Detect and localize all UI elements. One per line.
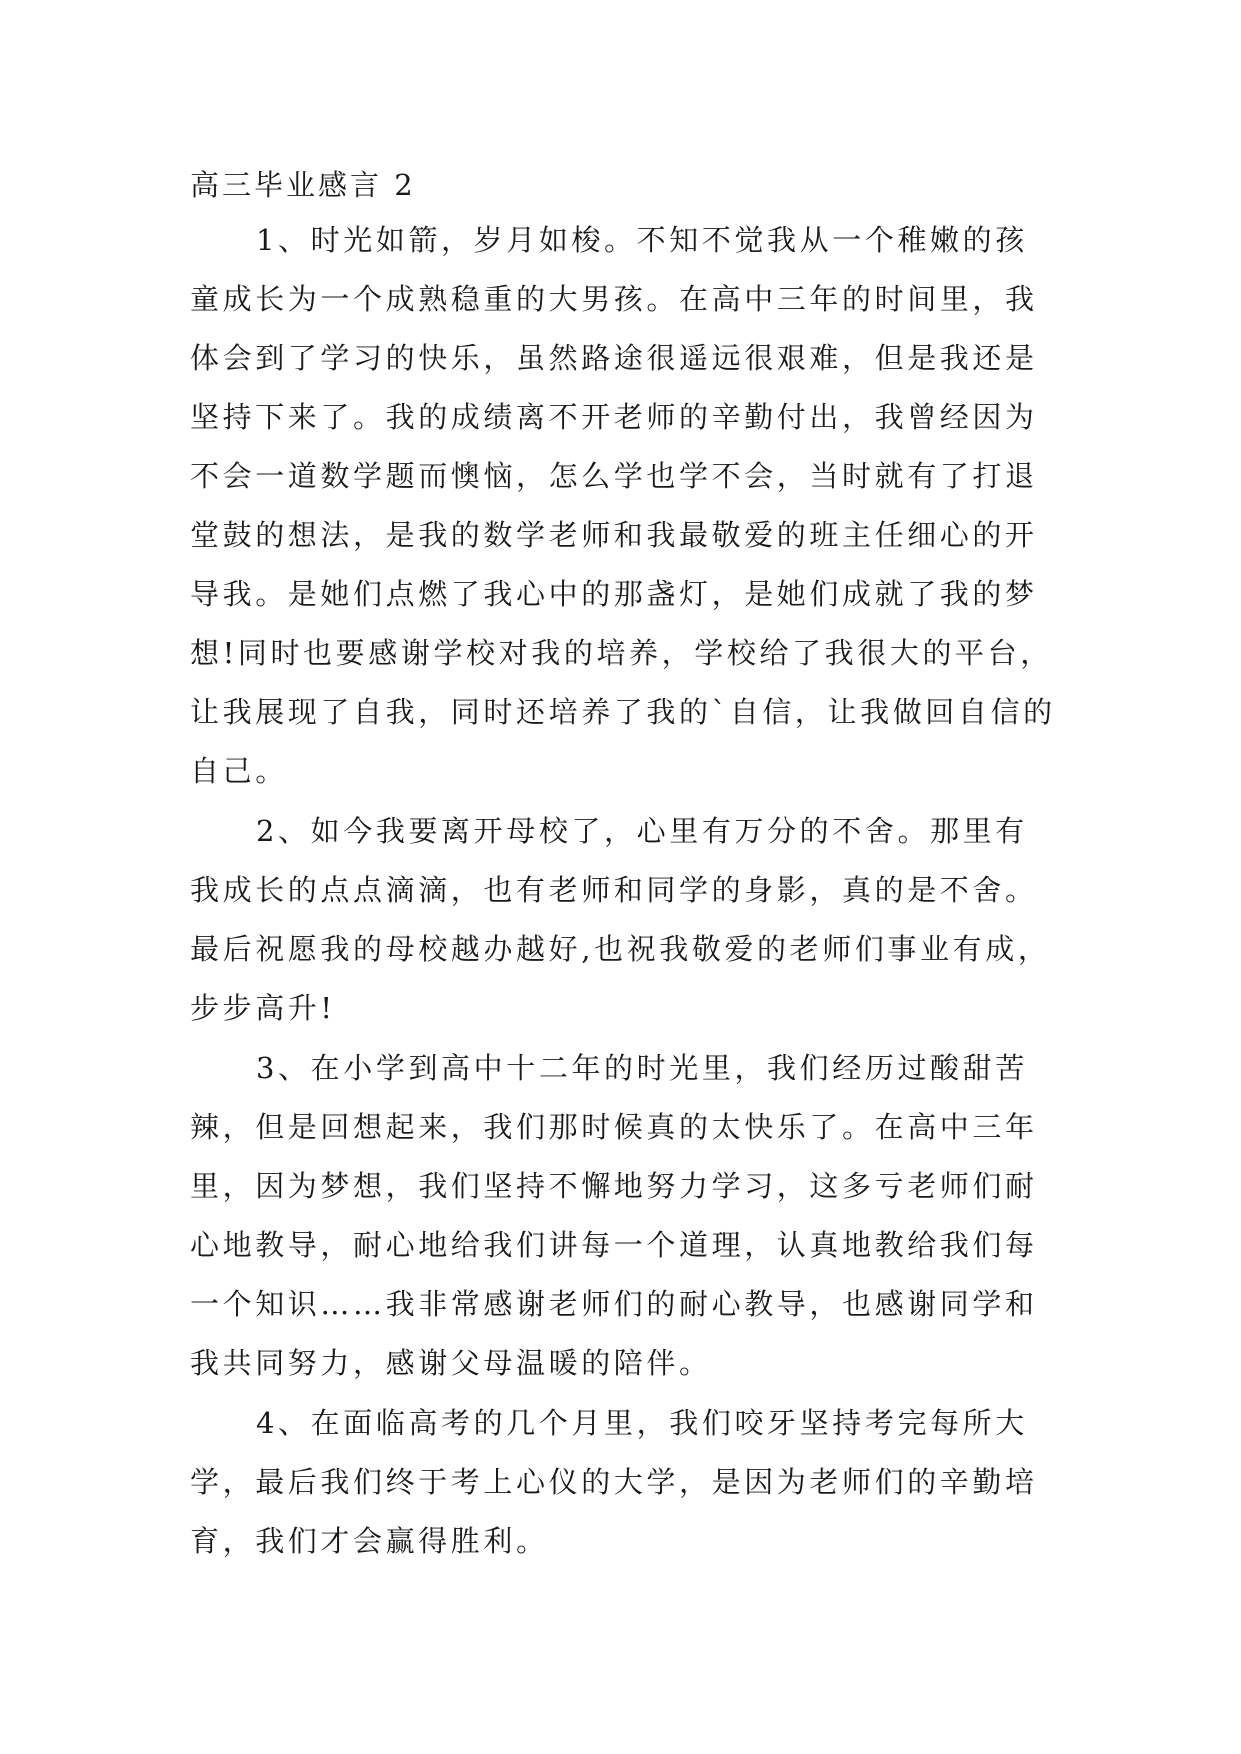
paragraph-1: 1、时光如箭，岁月如梭。不知不觉我从一个稚嫩的孩童成长为一个成熟稳重的大男孩。在高中三年的时间里，我体会到了学习的快乐，虽然路途很遥远很艰难，但是我还是坚持下来了。我的成绩离不开老师的辛勤付出，我曾经因为不会一道数学题而懊恼，怎么学也学不会，当时就有了打退堂鼓的想法，是我的数学老师和我最敬爱的班主任细心的开导我。是她们点燃了我心中的那盏灯，是她们成就了我的梦想!同时也要感谢学校对我的培养，学校给了我很大的平台，让我展现了自我，同时还培养了我的`自信，让我做回自信的自己。 <box>190 223 1056 788</box>
paragraph-4: 4、在面临高考的几个月里，我们咬牙坚持考完每所大学，最后我们终于考上心仪的大学，是因为老师们的辛勤培育，我们才会赢得胜利。 <box>190 1406 1038 1558</box>
document-title: 高三毕业感言 2 <box>190 168 416 202</box>
paragraph-3: 3、在小学到高中十二年的时光里，我们经历过酸甜苦辣，但是回想起来，我们那时候真的太快乐了。在高中三年里，因为梦想，我们坚持不懈地努力学习，这多亏老师们耐心地教导，耐心地给我们讲每一个道理，认真地教给我们每一个知识……我非常感谢老师们的耐心教导，也感谢同学和我共同努力，感谢父母温暖的陪伴。 <box>190 1051 1038 1380</box>
document-body <box>190 163 1060 1571</box>
paragraph-2: 2、如今我要离开母校了，心里有万分的不舍。那里有我成长的点点滴滴，也有老师和同学的身影，真的是不舍。最后祝愿我的母校越办越好,也祝我敬爱的老师们事业有成，步步高升! <box>190 814 1051 1025</box>
